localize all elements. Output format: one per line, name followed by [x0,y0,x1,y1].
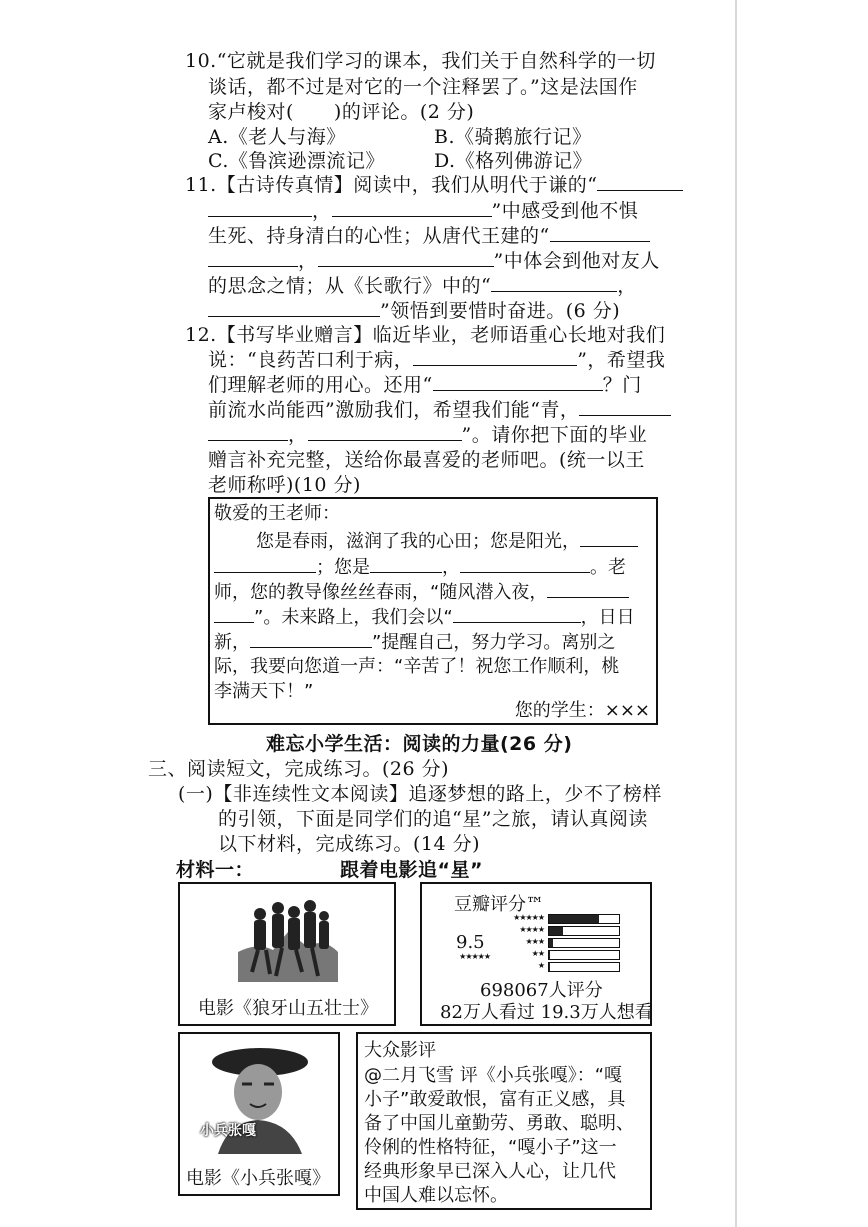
q11-line-5 [208,273,637,299]
part3-sub-line-3: 以下材料，完成练习。(14 分) [218,833,481,855]
movie-still-xiaobingzhangga [198,1042,318,1154]
douban-bar-fill-5 [549,915,599,923]
douban-bar-stars-5: ★★★★★ [513,913,544,922]
q11-text-6: ”领悟到要惜时奋进。(6 分) [380,300,621,322]
q10-line-3 [208,99,474,125]
letter-blank-7[interactable] [453,604,581,623]
q12-blank-1[interactable] [413,347,577,366]
q12-text-4: 前流水尚能西”激励我们，希望我们能“青， [208,399,580,421]
letter-text-2: ；您是 [316,557,370,578]
review-line-4: 伶俐的性格特征，“嘎小子”这一 [364,1137,617,1158]
review-line-5: 经典形象早已深入人心，让几代 [364,1161,616,1182]
douban-raters: 698067人评分 [480,980,603,1001]
review-line-1: @二月飞雪 评《小兵张嘎》：“嘎 [364,1065,623,1086]
q12-line-1: 12.【书写毕业赠言】临近毕业，老师语重心长地对我们 [185,324,666,346]
letter-signature: 您的学生：××× [514,700,650,721]
q12-comma: ， [288,424,308,446]
letter-blank-4[interactable] [460,554,590,573]
q10-option-a[interactable]: A.《老人与海》 [208,126,346,148]
q10-line-3-start: 家卢梭对( [208,101,294,123]
letter-text-2c: 。老 [590,557,626,578]
q12-line-5 [208,422,647,448]
review-title: 大众影评 [364,1040,436,1061]
q11-line-2 [208,198,638,224]
q12-blank-5[interactable] [308,422,462,441]
douban-bar-stars-1: ★ [537,961,544,970]
q12-line-7: 老师称呼)(10 分) [208,474,361,496]
q11-line-4 [208,248,660,274]
letter-text-3: 师，您的教导像丝丝春雨，“随风潜入夜， [214,582,548,603]
letter-line-4 [214,604,635,630]
q10-option-b[interactable]: B.《骑鹅旅行记》 [434,126,592,148]
q12-line-4 [208,397,671,423]
q11-blank-5[interactable] [208,248,298,267]
letter-blank-2[interactable] [214,554,316,573]
part3-heading: 三、阅读短文，完成练习。(26 分) [148,758,450,780]
douban-bar-4 [548,926,620,936]
letter-line-6: 际，我要向您道一声：“辛苦了！祝您工作顺利，桃 [214,656,620,677]
q11-blank-1[interactable] [597,172,683,191]
letter-text-5: 新， [214,632,250,653]
review-line-2: 小子”敢爱敢恨，富有正义感，具 [364,1089,626,1110]
q12-text-2: 说：“良药苦口利于病， [208,349,414,371]
review-line-3: 备了中国儿童勤劳、勇敢、聪明、 [364,1113,634,1134]
q10-answer-paren[interactable] [294,100,334,118]
q11-text-3: 生死、持身清白的心性；从唐代王建的“ [208,225,550,247]
q11-blank-4[interactable] [550,223,650,242]
q11-text-2: ”中感受到他不惧 [491,200,639,222]
movie-card-langyashan [178,882,396,1026]
q11-blank-7[interactable] [491,273,617,292]
letter-greeting: 敬爱的王老师： [214,503,340,524]
douban-score-stars: ★★★★★ [459,952,490,961]
letter-blank-3[interactable] [370,554,442,573]
douban-bar-stars-3: ★★★ [525,937,544,946]
q12-text-5: ”。请你把下面的毕业 [461,424,648,446]
douban-bar-3 [548,938,620,948]
letter-blank-5[interactable] [547,579,629,598]
q12-line-3 [208,372,642,398]
letter-blank-8[interactable] [250,629,372,648]
q10-option-d[interactable]: D.《格列佛游记》 [434,150,593,172]
q12-line-2 [208,347,665,373]
q11-blank-8[interactable] [208,298,380,317]
farewell-letter-box [208,497,658,725]
douban-rating-card [420,882,652,1026]
letter-line-1 [256,528,638,554]
movie-caption-langyashan: 电影《狼牙山五壮士》 [198,998,378,1019]
douban-bar-1 [548,962,620,972]
douban-watched: 82万人看过 19.3万人想看 [440,1002,653,1023]
movie-card-xiaobingzhangga [178,1032,340,1196]
material-1-label: 材料一： [176,859,255,881]
q12-text-3: 们理解老师的用心。还用“ [208,374,433,396]
q11-blank-3[interactable] [332,198,492,217]
douban-score: 9.5 [456,932,485,953]
q10-line-1: 10.“它就是我们学习的课本，我们关于自然科学的一切 [185,50,656,72]
douban-bar-fill-1 [549,963,550,971]
q11-blank-6[interactable] [318,248,494,267]
movie-title-overlay: 小兵张嘎 [200,1123,256,1139]
letter-text-5b: ”提醒自己，努力学习。离别之 [372,632,616,653]
movie-caption-xiaobingzhangga: 电影《小兵张嘎》 [186,1168,330,1189]
public-review-card [356,1032,652,1210]
letter-text-2b: ， [442,557,460,578]
section-title: 难忘小学生活：阅读的力量(26 分) [266,733,573,755]
q12-text-2b: ”，希望我 [577,349,666,371]
letter-line-3 [214,579,629,605]
q12-text-3b: ？门 [602,374,642,396]
q11-line-1 [185,172,683,198]
douban-bar-2 [548,950,620,960]
q11-blank-2[interactable] [208,198,312,217]
letter-line-7: 李满天下！” [214,681,314,702]
letter-line-5 [214,629,615,655]
part3-sub-line-2: 的引领，下面是同学们的追“星”之旅，请认真阅读 [218,808,648,830]
douban-title: 豆瓣评分™ [454,894,544,915]
q11-text-4: ”中体会到他对友人 [493,250,660,272]
douban-bar-fill-3 [549,939,553,947]
q11-comma-3: ， [617,275,637,297]
part3-sub-line-1: (一)【非连续性文本阅读】追逐梦想的路上，少不了榜样 [178,783,662,805]
q11-line-3 [208,223,650,249]
movie-still-langyashan [238,892,338,982]
douban-bar-stars-4: ★★★★ [519,925,544,934]
douban-bar-fill-4 [549,927,563,935]
q11-comma-1: ， [312,200,332,222]
letter-text-4b: ，日日 [580,607,635,628]
material-1-title: 跟着电影追“星” [340,859,483,881]
letter-text-4: ”。未来路上，我们会以“ [254,607,453,628]
q12-line-6: 赠言补充完整，送给你最喜爱的老师吧。(统一以王 [208,449,645,471]
douban-bar-fill-2 [549,951,550,959]
q11-comma-2: ， [298,250,318,272]
q11-text-5: 的思念之情；从《长歌行》中的“ [208,275,492,297]
q11-line-6 [208,298,620,324]
q11-prompt-1: 11.【古诗传真情】阅读中，我们从明代于谦的“ [185,174,598,196]
q10-line-2: 谈话，都不过是对它的一个注释罢了。”这是法国作 [208,76,638,98]
douban-bar-stars-2: ★★ [531,949,544,958]
q10-line-3-end: )的评论。(2 分) [333,101,475,123]
douban-bar-5 [548,914,620,924]
q12-blank-3[interactable] [579,397,671,416]
q12-blank-4[interactable] [208,422,288,441]
letter-line-2 [214,554,626,580]
letter-blank-6[interactable] [214,604,254,623]
letter-text-1: 您是春雨，滋润了我的心田；您是阳光， [256,531,580,552]
q12-blank-2[interactable] [433,372,603,391]
q10-option-c[interactable]: C.《鲁滨逊漂流记》 [208,150,385,172]
letter-blank-1[interactable] [580,528,638,547]
review-line-6: 中国人难以忘怀。 [364,1185,508,1206]
page-edge-divider [735,0,737,1227]
